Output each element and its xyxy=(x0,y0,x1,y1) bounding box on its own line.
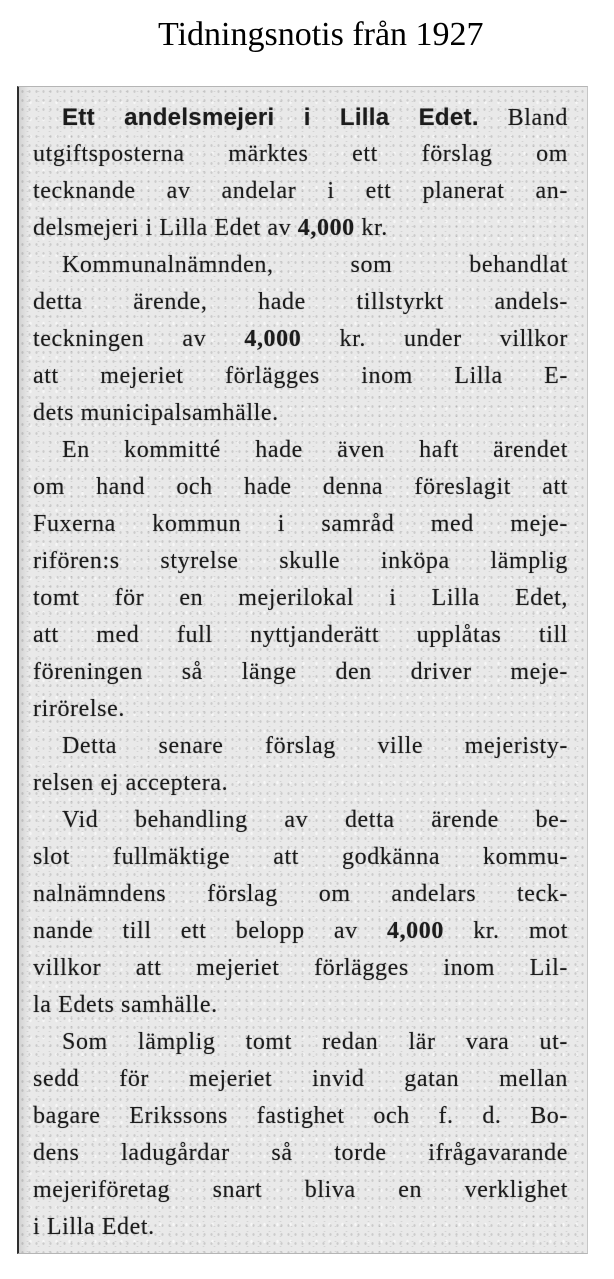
article-text-segment: detta ärende, hade tillstyrkt andels- xyxy=(33,289,568,315)
article-text-segment: Vid behandling av detta ärende be- xyxy=(62,807,568,833)
article-text-segment: föreningen så länge den driver meje- xyxy=(33,659,568,685)
article-text-segment: sedd för mejeriet invid gatan mellan xyxy=(33,1066,568,1092)
article-text-segment: att med full nyttjanderätt upplåtas till xyxy=(33,622,568,648)
article-text-segment: kr. xyxy=(354,215,388,241)
article-text-segment: att mejeriet förlägges inom Lilla E- xyxy=(33,363,568,389)
article-line xyxy=(33,1061,568,1098)
article-text-segment: dets municipalsamhälle. xyxy=(33,400,279,426)
article-line xyxy=(33,173,568,210)
article-text-segment: i Lilla Edet. xyxy=(33,1214,155,1240)
article-text-segment: villkor att mejeriet förlägges inom Lil- xyxy=(33,955,568,981)
article-text-segment: dens ladugårdar så torde ifrågavarande xyxy=(33,1140,568,1166)
article-text-segment: om hand och hade denna föreslagit att xyxy=(33,474,568,500)
article-text-segment: utgiftsposterna märktes ett förslag om xyxy=(33,141,568,167)
newspaper-clipping xyxy=(17,86,588,1254)
article-line xyxy=(33,469,568,506)
paragraph-first-line xyxy=(33,1024,568,1061)
article-line xyxy=(33,654,568,691)
article-text-segment: relsen ej acceptera. xyxy=(33,770,229,796)
article-text-segment: kr. mot xyxy=(443,918,569,944)
article-line xyxy=(33,210,568,247)
amount-text: 4,000 xyxy=(297,215,355,241)
article-text-segment: slot fullmäktige att godkänna kommu- xyxy=(33,844,568,870)
article-text-segment: En kommitté hade även haft ärendet xyxy=(62,437,568,463)
article-text-segment: tecknande av andelar i ett planerat an- xyxy=(33,178,568,204)
clipping-caption: Tidningsnotis från 1927 xyxy=(158,16,484,53)
article-line xyxy=(33,987,568,1024)
amount-text: 4,000 xyxy=(244,326,302,352)
article-text-segment: teckningen av xyxy=(33,326,245,352)
article-line xyxy=(33,284,568,321)
article-text-segment: delsmejeri i Lilla Edet av xyxy=(33,215,298,241)
article-line xyxy=(33,395,568,432)
article-line xyxy=(33,950,568,987)
article-line xyxy=(33,1135,568,1172)
article-text xyxy=(33,99,568,1246)
article-text-segment: tomt för en mejerilokal i Lilla Edet, xyxy=(33,585,568,611)
paragraph-first-line xyxy=(33,247,568,284)
article-line xyxy=(33,136,568,173)
article-line xyxy=(33,321,568,358)
article-text-segment: Fuxerna kommun i samråd med meje- xyxy=(33,511,568,537)
article-line xyxy=(33,543,568,580)
article-line xyxy=(33,358,568,395)
amount-text: 4,000 xyxy=(386,918,444,944)
article-text-segment: la Edets samhälle. xyxy=(33,992,218,1018)
article-text-segment: nande till ett belopp av xyxy=(33,918,387,944)
article-line xyxy=(33,839,568,876)
article-line xyxy=(33,1209,568,1246)
article-line xyxy=(33,506,568,543)
article-line xyxy=(33,913,568,950)
article-text-segment: Bland xyxy=(478,105,568,131)
paragraph-first-line xyxy=(33,728,568,765)
article-line xyxy=(33,617,568,654)
article-line xyxy=(33,691,568,728)
article-text-segment: rirörelse. xyxy=(33,696,125,722)
paragraph-first-line xyxy=(33,432,568,469)
article-text-segment: Som lämplig tomt redan lär vara ut- xyxy=(62,1029,568,1055)
article-text-segment: Kommunalnämnden, som behandlat xyxy=(62,252,568,278)
article-text-segment: bagare Erikssons fastighet och f. d. Bo- xyxy=(33,1103,568,1129)
article-headline: Ett andelsmejeri i Lilla Edet. xyxy=(62,104,479,131)
article-line xyxy=(33,580,568,617)
article-text-segment: kr. under villkor xyxy=(301,326,568,352)
article-line xyxy=(33,765,568,802)
article-text-segment: rifören:s styrelse skulle inköpa lämplig xyxy=(33,548,568,574)
article-line xyxy=(33,1172,568,1209)
paragraph-first-line xyxy=(33,99,568,136)
article-line xyxy=(33,1098,568,1135)
article-text-segment: Detta senare förslag ville mejeristy- xyxy=(62,733,568,759)
article-text-segment: mejeriföretag snart bliva en verklighet xyxy=(33,1177,568,1203)
article-line xyxy=(33,876,568,913)
article-text-segment: nalnämndens förslag om andelars teck- xyxy=(33,881,568,907)
paragraph-first-line xyxy=(33,802,568,839)
